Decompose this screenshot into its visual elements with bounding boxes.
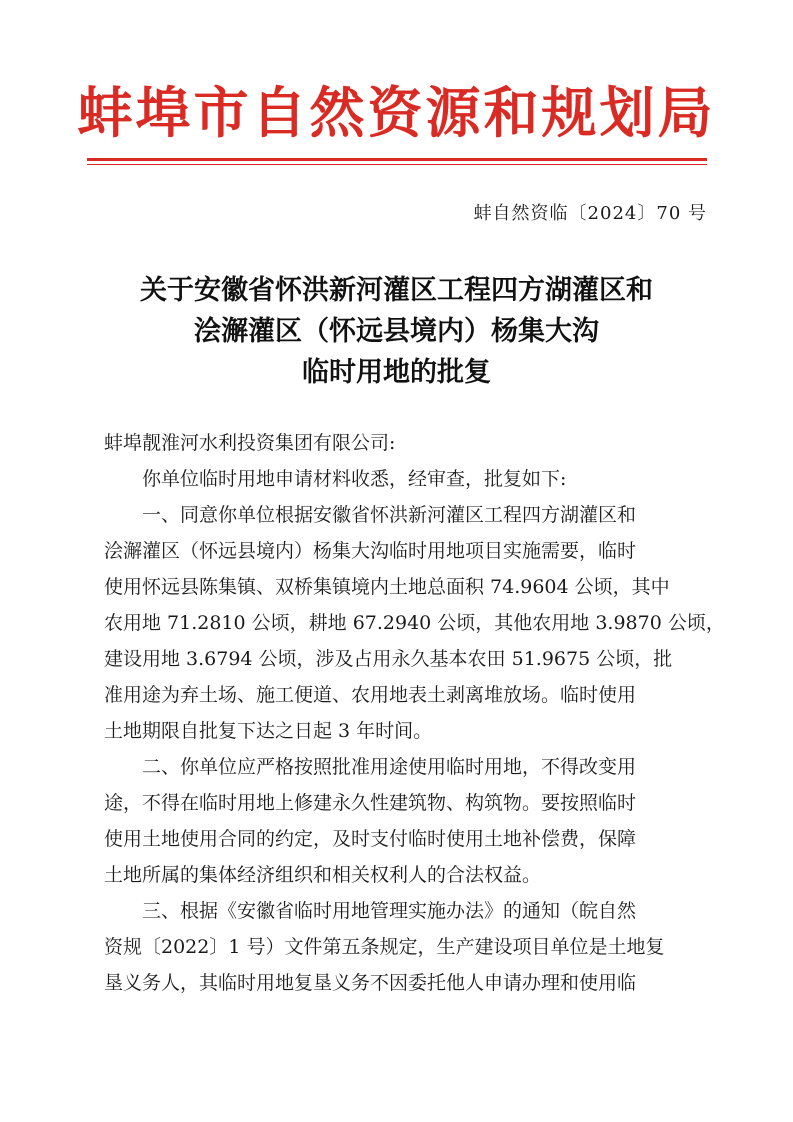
body-line: 准用途为弃土场、施工便道、农用地表土剥离堆放场。临时使用 [104,684,637,706]
body-line: 途，不得在临时用地上修建永久性建筑物、构筑物。要按照临时 [104,792,637,814]
body-line: 使用怀远县陈集镇、双桥集镇境内土地总面积 74.9604 公顷，其中 [104,576,670,598]
body-line: 土地期限自批复下达之日起 3 年时间。 [104,720,433,742]
subject-line-2: 浍澥灌区（怀远县境内）杨集大沟 [194,316,599,347]
body-line: 土地所属的集体经济组织和相关权利人的合法权益。 [104,864,542,886]
body-line: 你单位临时用地申请材料收悉，经审查，批复如下: [142,468,567,490]
document-subject [60,270,733,393]
document-body [104,425,725,1001]
body-line: 使用土地使用合同的约定，及时支付临时使用土地补偿费，保障 [104,828,637,850]
body-line: 建设用地 3.6794 公顷，涉及占用永久基本农田 51.9675 公顷，批 [104,648,673,670]
body-line: 浍澥灌区（怀远县境内）杨集大沟临时用地项目实施需要，临时 [104,540,637,562]
subject-line-1: 关于安徽省怀洪新河灌区工程四方湖灌区和 [140,275,653,306]
issuing-authority-title: 蚌埠市自然资源和规划局 [77,81,716,145]
body-line: 三、根据《安徽省临时用地管理实施办法》的通知（皖自然 [142,900,637,922]
document-number: 蚌自然资临〔2024〕70 号 [473,203,707,224]
body-line: 二、你单位应严格按照批准用途使用临时用地，不得改变用 [142,756,637,778]
addressee: 蚌埠靓淮河水利投资集团有限公司: [104,432,396,454]
body-line: 垦义务人，其临时用地复垦义务不因委托他人申请办理和使用临 [104,972,637,994]
body-line: 一、同意你单位根据安徽省怀洪新河灌区工程四方湖灌区和 [142,504,637,526]
subject-line-3: 临时用地的批复 [302,357,491,388]
red-header-rule-thin [87,164,707,165]
red-header-rule-thick [87,158,707,161]
body-line: 农用地 71.2810 公顷，耕地 67.2940 公顷，其他农用地 3.9870 公顷， [104,612,725,634]
body-line: 资规〔2022〕1 号）文件第五条规定，生产建设项目单位是土地复 [104,936,665,958]
